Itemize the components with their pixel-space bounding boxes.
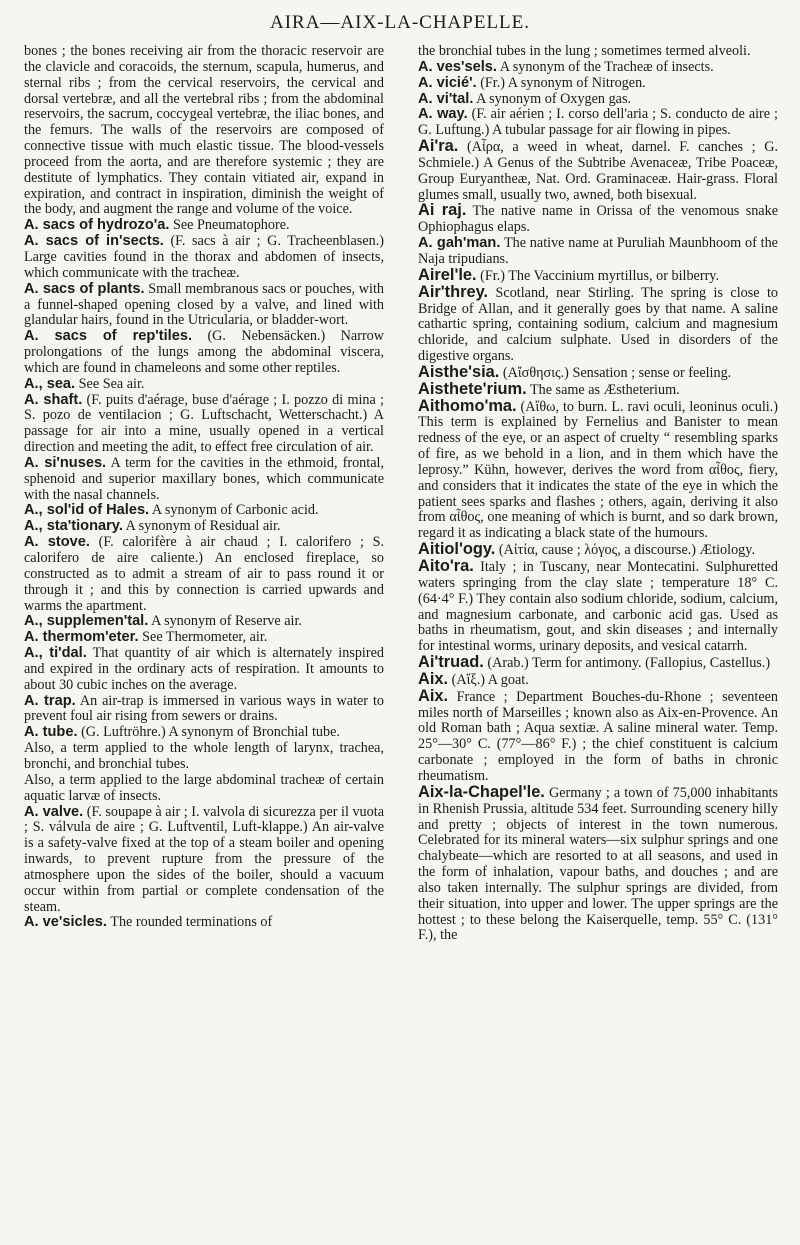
entry-headword: A., ti'dal. <box>24 645 87 662</box>
entry-headword: A. shaft. <box>24 391 83 408</box>
dictionary-entry <box>24 329 384 377</box>
dictionary-entry <box>418 686 779 785</box>
left-column <box>24 44 384 931</box>
entry-headword: Ai'truad. <box>418 653 484 672</box>
entry-definition: (Fr.) The Vaccinium myrtillus, or bilberry. <box>480 267 720 284</box>
entry-headword: A. sacs of in'sects. <box>24 233 164 250</box>
dictionary-entry <box>24 282 384 330</box>
dictionary-entry <box>24 519 384 535</box>
dictionary-entry <box>418 76 778 92</box>
dictionary-entry <box>418 60 778 76</box>
entry-headword: Aisthete'rium. <box>418 379 527 398</box>
entry-definition: Also, a term applied to the large abdominal tracheæ of certain aquatic larvæ of insects. <box>24 771 384 804</box>
entry-headword: A. trap. <box>24 692 76 709</box>
entry-headword: A. sacs of rep'tiles. <box>24 328 193 345</box>
entry-definition: (Αἴξ.) A goat. <box>451 671 529 688</box>
entry-headword: Ai raj. <box>418 201 467 220</box>
entry-definition: The native name at Puruliah Maunbhoom of the Naja tripudians. <box>418 235 778 267</box>
dictionary-entry <box>24 741 384 773</box>
running-head: AIRA—AIX-LA-CHAPELLE. <box>269 12 531 33</box>
entry-definition: Small membranous sacs or pouches, with a funnel-shaped opening closed by a valve, and lined with glandular hairs, found in the Utricularia, or bladder-wort. <box>24 280 385 329</box>
entry-headword: A. sacs of plants. <box>24 280 145 297</box>
dictionary-entry <box>24 646 384 694</box>
dictionary-entry <box>24 915 384 931</box>
entry-definition: (G. Nebensäcken.) Narrow prolongations of the lungs among the abdominal viscera, which are found in chameleons and some other reptiles. <box>24 328 385 376</box>
dictionary-entry <box>24 218 384 234</box>
entry-headword: Aix. <box>418 686 449 705</box>
entry-definition: An air-trap is immersed in various ways in water to prevent foul air rising from sewers or drains. <box>24 692 384 725</box>
entry-headword: A. gah'man. <box>418 235 501 252</box>
dictionary-entry <box>418 107 778 139</box>
dictionary-entry <box>24 694 384 726</box>
dictionary-entry <box>418 139 778 203</box>
entry-headword: A. sacs of hydrozo'a. <box>24 217 170 234</box>
entry-definition: (Αἴσθησις.) Sensation ; sense or feeling. <box>502 364 732 381</box>
entry-headword: A., sol'id of Hales. <box>24 502 150 519</box>
entry-headword: Aithomo'ma. <box>418 396 517 415</box>
dictionary-entry <box>24 44 384 218</box>
entry-definition: (Αἶρα, a weed in wheat, darnel. F. canches ; G. Schmiele.) A Genus of the Subtribe Avenaceæ, Tribe Poaceæ, Group Euryantheæ, Nat. Ord. Graminaceæ. Hair-grass. Floral glumes small, usually two, awned, both bisexual. <box>418 139 778 203</box>
entry-headword: Ai'ra. <box>418 137 459 156</box>
entry-headword: A. tube. <box>24 724 78 741</box>
entry-definition: (F. air aérien ; I. corso dell'aria ; S. conducto de aire ; G. Luftung.) A tubular passage for air flowing in pipes. <box>418 106 778 139</box>
dictionary-entry <box>418 92 778 108</box>
entry-definition: (Αἴθω, to burn. L. ravi oculi, leoninus oculi.) This term is explained by Fernelius and Banister to mean redness of the eye, or an aspect of cruelty “ resembling sparks of fire, as we behold in a lion, and in them which have the leprosy.” Kühn, however, derives the word from αἶθος, fiery, and considers that it indicates the state of the eye in which the patient sees sparks and flashes ; others, again, deriving it also from αἶθος, one meaning of which is burnt, and so dark brown, regard it as indicating a black state of the humours. <box>418 398 778 542</box>
entry-definition: (Αἰτία, cause ; λόγος, a discourse.) Ætiology. <box>498 542 755 559</box>
entry-headword: A., sea. <box>24 375 76 392</box>
entry-definition: (F. puits d'aérage, buse d'aérage ; I. pozzo di mina ; S. pozo de ventilacion ; G. Luftschacht, Wetterschacht.) A passage for air into a mine, usually opened in a vertical direction and meeting the adit, to effect free circulation of air. <box>24 391 385 456</box>
entry-definition: the bronchial tubes in the lung ; sometimes termed alveoli. <box>418 43 751 59</box>
entry-definition: A synonym of the Tracheæ of insects. <box>499 58 714 75</box>
dictionary-entry <box>418 559 778 655</box>
right-column <box>418 44 778 944</box>
entry-definition: See Sea air. <box>78 375 145 392</box>
dictionary-entry <box>418 44 778 60</box>
dictionary-entry <box>24 773 384 805</box>
entry-headword: A. ves'sels. <box>418 58 497 75</box>
entry-definition: Italy ; in Tuscany, near Montecatini. Sulphuretted waters springing from the clay slate ; temperature 18° C. (64·4° F.) They contain also sodium chloride, sodium, calcium, and magnesium carbonate, and carbonic acid gas. Used as baths in rheumatism, gout, and skin diseases ; and internally for intestinal worms, urinary deposits, and vesical catarrh. <box>418 559 778 655</box>
dictionary-entry <box>418 669 778 689</box>
dictionary-entry <box>24 456 384 504</box>
dictionary-entry <box>418 396 778 543</box>
dictionary-entry <box>418 782 778 944</box>
entry-headword: Aitiol'ogy. <box>418 540 496 559</box>
dictionary-entry <box>24 805 384 916</box>
entry-definition: (Arab.) Term for antimony. (Fallopius, Castellus.) <box>487 655 771 672</box>
entry-definition: A synonym of Carbonic acid. <box>151 502 319 519</box>
entry-definition: See Pneumatophore. <box>172 217 290 234</box>
dictionary-entry <box>418 236 778 268</box>
entry-definition: The native name in Orissa of the venomous snake Ophiophagus elaps. <box>418 203 778 236</box>
dictionary-entry <box>24 630 384 646</box>
entry-definition: (F. calorifère à air chaud ; I. calorifero ; S. calorifero de aire caliente.) An enclosed fireplace, so constructed as to admit a stream of air to pass round it or through it ; and this by connection is carried upwards and warms the apartment. <box>24 534 385 614</box>
entry-headword: A., supplemen'tal. <box>24 613 149 630</box>
dictionary-entry <box>418 203 778 236</box>
entry-headword: A. way. <box>418 106 468 123</box>
dictionary-entry <box>24 377 384 393</box>
entry-headword: A. valve. <box>24 803 84 820</box>
entry-definition: That quantity of air which is alternately inspired and expired in the ordinary acts of respiration. It amounts to about 30 cubic inches on the average. <box>24 645 384 693</box>
entry-headword: Aito'ra. <box>418 557 474 575</box>
entry-headword: Aisthe'sia. <box>418 362 500 381</box>
entry-definition: See Thermometer, air. <box>142 629 268 646</box>
entry-definition: A term for the cavities in the ethmoid, frontal, sphenoid and superior maxillary bones, which communicate with the nasal channels. <box>24 454 385 503</box>
entry-headword: A. si'nuses. <box>24 454 107 471</box>
entry-headword: A. vi'tal. <box>418 90 474 107</box>
dictionary-entry <box>24 234 384 282</box>
entry-headword: Aix-la-Chapel'le. <box>418 782 545 801</box>
entry-definition: A synonym of Reserve air. <box>151 613 302 630</box>
entry-definition: (G. Luftröhre.) A synonym of Bronchial tube. <box>81 724 340 741</box>
entry-definition: A synonym of Oxygen gas. <box>476 90 632 107</box>
dictionary-entry <box>418 282 778 365</box>
entry-definition: Scotland, near Stirling. The spring is close to Bridge of Allan, and it generally goes by that name. A saline cathartic spring, containing sodium, calcium and magnesium chloride, and calcium sulphate. Used in disorders of the digestive organs. <box>418 284 778 365</box>
entry-headword: A. ve'sicles. <box>24 914 107 931</box>
entry-definition: The rounded terminations of <box>110 914 273 931</box>
dictionary-entry <box>418 655 778 672</box>
entry-headword: Airel'le. <box>418 265 477 284</box>
entry-definition: (Fr.) A synonym of Nitrogen. <box>480 74 646 91</box>
entry-definition: (F. sacs à air ; G. Tracheenblasen.) Large cavities found in the thorax and abdomen of insects, which communicate with the tracheæ. <box>24 233 384 281</box>
entry-headword: A. stove. <box>24 534 90 551</box>
entry-definition: The same as Æstheterium. <box>529 381 680 398</box>
dictionary-entry <box>24 535 384 614</box>
entry-headword: A., sta'tionary. <box>24 518 123 535</box>
entry-headword: Air'threy. <box>418 282 489 301</box>
entry-definition: A synonym of Residual air. <box>125 518 281 535</box>
entry-definition: bones ; the bones receiving air from the thoracic reservoir are the clavicle and coracoids, the sternum, scapula, humerus, and sternal ribs ; from the cervical reservoirs, the cervical and dorsal vertebræ, and all the vertebral ribs ; from the abdominal reservoirs, the sacrum, coccygeal vertebræ, the iliac bones, and the femurs. The walls of the reservoirs are composed of connective tissue with much elastic tissue. The blood-vessels proceed from the aorta, and are therefore systemic ; they are destitute of lymphatics. They contain vitiated air, expand in expiration, and contract in inspiration, diminish the weight of the body, and augment the range and volume of the voice. <box>24 43 384 218</box>
entry-headword: Aix. <box>418 669 449 688</box>
entry-definition: Germany ; a town of 75,000 inhabitants in Rhenish Prussia, altitude 534 feet. Surrounding scenery hilly and pretty ; objects of interest in the town numerous. Celebrated for its mineral waters—six sulphur springs and one chalybeate—which are resorted to at all seasons, and used in the form of inhalation, vapour baths, and douches ; and are also taken internally. The sulphur springs are divided, from their situation, into upper and lower. The upper springs are the hottest ; to these belong the Kaiserquelle, temp. 55° C. (131° F.), the <box>418 784 778 944</box>
entry-definition: Also, a term applied to the whole length of larynx, trachea, bronchi, and bronchial tubes. <box>24 740 384 772</box>
entry-definition: France ; Department Bouches-du-Rhone ; seventeen miles north of Marseilles ; known also as Aix-en-Provence. An old Roman bath ; Aqua sextiæ. A saline mineral water. Temp. 25°—30° C. (77°—86° F.) ; the chief constituent is calcium carbonate ; employed in the form of baths in chronic rheumatism. <box>418 688 779 784</box>
dictionary-entry <box>24 614 384 630</box>
entry-headword: A. thermom'eter. <box>24 629 139 646</box>
dictionary-entry <box>24 503 384 519</box>
dictionary-entry <box>24 393 384 456</box>
dictionary-entry <box>24 725 384 741</box>
entry-headword: A. vicié'. <box>418 74 477 91</box>
entry-definition: (F. soupape à air ; I. valvola di sicurezza per il vuota ; S. válvula de aire ; G. Luftventil, Luft-klappe.) An air-valve is a safety-valve fixed at the top of a steam boiler and opening inwards, to prevent rupture from the pressure of the atmosphere upon the sides of the boiler, should a vacuum occur within from partial or complete condensation of the steam. <box>24 803 384 915</box>
